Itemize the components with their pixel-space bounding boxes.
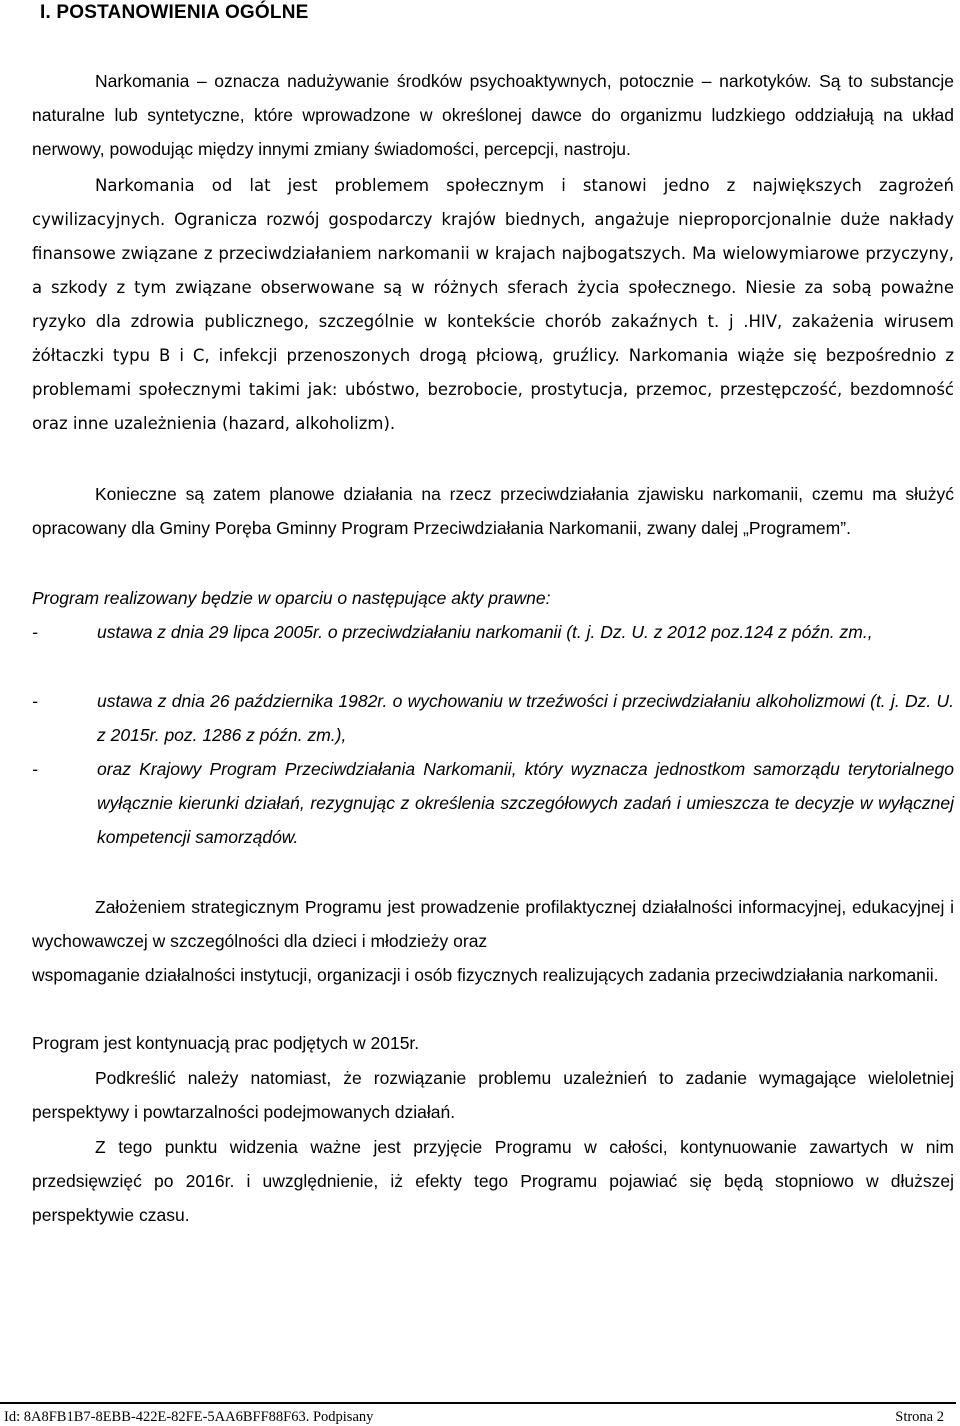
section-heading: I. POSTANOWIENIA OGÓLNE [40,2,309,23]
document-id: Id: 8A8FB1B7-8EBB-422E-82FE-5AA6BFF88F63. Podpisany [4,1409,374,1425]
paragraph-support: wspomaganie działalności instytucji, organizacji i osób fizycznych realizujących zadania przeciwdziałania narkomanii. [32,965,939,985]
paragraph-strategic-goal: Założeniem strategicznym Programu jest prowadzenie profilaktycznej działalności informacyjnej, edukacyjnej i wychowawczej w szczególności dla dzieci i młodzieży oraz [32,897,954,951]
paragraph-continuation: Program jest kontynuacją prac podjętych w 2015r. [32,1033,420,1053]
legal-act-item [32,752,954,854]
legal-act-text: oraz Krajowy Program Przeciwdziałania Narkomanii, który wyznacza jednostkom samorządu terytorialnego wyłącznie kierunki działań, rezygnując z określenia szczegółowych zadań i umieszcza te decyzje w wyłącznej kompetencji samorządów. [97,759,954,847]
page-number: Strona 2 [895,1409,944,1425]
legal-act-item [32,684,954,752]
legal-act-text: ustawa z dnia 26 października 1982r. o wychowaniu w trzeźwości i przeciwdziałaniu alkoholizmowi (t. j. Dz. U. z 2015r. poz. 1286 z późn. zm.), [97,691,954,745]
paragraph-whole-program: Z tego punktu widzenia ważne jest przyjęcie Programu w całości, kontynuowanie zawartych w nim przedsięwzięć po 2016r. i uwzględnienie, iż efekty tego Programu pojawiać się będą stopniowo w dłuższej perspektywie czasu. [32,1137,954,1225]
paragraph-definition: Narkomania – oznacza nadużywanie środków psychoaktywnych, potocznie – narkotyków. Są to substancje naturalne lub syntetyczne, które wprowadzone w określonej dawce do organizmu ludzkiego oddziałują na układ nerwowy, powodując między innymi zmiany świadomości, percepcji, nastroju. [32,71,954,159]
paragraph-long-term: Podkreślić należy natomiast, że rozwiązanie problemu uzależnień to zadanie wymagające wieloletniej perspektywy i powtarzalności podejmowanych działań. [32,1068,954,1122]
paragraph-program-need: Konieczne są zatem planowe działania na rzecz przeciwdziałania zjawisku narkomanii, czemu ma służyć opracowany dla Gminy Poręba Gminny Program Przeciwdziałania Narkomanii, zwany dalej „Programem”. [32,484,954,538]
paragraph-legal-basis-intro: Program realizowany będzie w oparciu o następujące akty prawne: [32,588,551,608]
paragraph-social-problem: Narkomania od lat jest problemem społecznym i stanowi jedno z największych zagrożeń cywilizacyjnych. Ogranicza rozwój gospodarczy krajów biednych, angażuje nieproporcjonalnie duże nakłady finansowe związane z przeciwdziałaniem narkomanii w krajach najbogatszych. Ma wielowymiarowe przyczyny, a szkody z tym związane obserwowane są w różnych sferach życia społecznego. Niesie za sobą poważne ryzyko dla zdrowia publicznego, szczególnie w kontekście chorób zakaźnych t. j .HIV, zakażenia wirusem żółtaczki typu B i C, infekcji przenoszonych drogą płciową, gruźlicy. Narkomania wiąże się bezpośrednio z problemami społecznymi takimi jak: ubóstwo, bezrobocie, prostytucja, przemoc, przestępczość, bezdomność oraz inne uzależnienia (hazard, alkoholizm). [32,176,954,433]
legal-act-item [32,615,954,649]
list-dash: - [32,691,38,711]
footer-divider [0,1402,956,1404]
list-dash: - [32,759,38,779]
list-dash: - [32,622,38,642]
legal-act-text: ustawa z dnia 29 lipca 2005r. o przeciwdziałaniu narkomanii (t. j. Dz. U. z 2012 poz.124 z późn. zm., [97,622,873,642]
